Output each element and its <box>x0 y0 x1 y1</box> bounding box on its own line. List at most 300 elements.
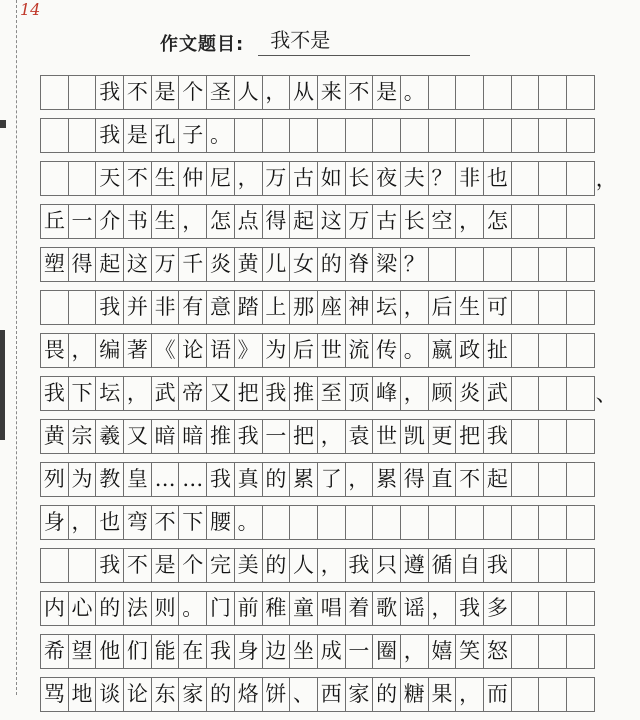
essay-title-label: 作文题目: <box>160 34 245 55</box>
grid-cell: 唱 <box>317 591 346 626</box>
grid-cell: 我 <box>483 419 512 454</box>
grid-cell: 腰 <box>206 505 235 540</box>
grid-cell <box>538 118 567 153</box>
grid-cell: 的 <box>317 247 346 282</box>
grid-cell: 万 <box>262 161 291 196</box>
grid-cell <box>317 505 346 540</box>
grid-cell: 人 <box>234 75 263 110</box>
grid-cell <box>538 290 567 325</box>
grid-cell: 我 <box>234 419 263 454</box>
grid-cell: 的 <box>262 548 291 583</box>
grid-cell <box>372 505 401 540</box>
grid-row <box>40 75 594 110</box>
grid-row <box>40 204 594 239</box>
grid-cell: 不 <box>123 548 152 583</box>
grid-cell: 家 <box>345 677 374 712</box>
grid-cell <box>511 462 540 497</box>
grid-cell <box>68 548 97 583</box>
grid-cell: 了 <box>317 462 346 497</box>
grid-cell: 论 <box>123 677 152 712</box>
grid-cell <box>234 118 263 153</box>
grid-cell: 希 <box>40 634 69 669</box>
grid-cell: 起 <box>483 462 512 497</box>
grid-cell: 不 <box>455 462 484 497</box>
grid-cell: 法 <box>123 591 152 626</box>
grid-cell: 后 <box>428 290 457 325</box>
grid-cell <box>566 204 595 239</box>
grid-cell <box>538 204 567 239</box>
grid-row <box>40 462 594 497</box>
grid-cell: 身 <box>40 505 69 540</box>
grid-cell <box>511 161 540 196</box>
grid-cell: 起 <box>95 247 124 282</box>
grid-cell: 踏 <box>234 290 263 325</box>
grid-cell: 黄 <box>40 419 69 454</box>
grid-cell <box>511 118 540 153</box>
grid-cell: 生 <box>151 161 180 196</box>
grid-cell <box>538 462 567 497</box>
grid-cell: 古 <box>372 204 401 239</box>
grid-cell: 并 <box>123 290 152 325</box>
grid-cell <box>511 290 540 325</box>
grid-cell: 长 <box>400 204 429 239</box>
grid-cell: 更 <box>428 419 457 454</box>
grid-cell: 嬴 <box>428 333 457 368</box>
grid-cell: 、 <box>289 677 318 712</box>
grid-cell <box>400 505 429 540</box>
grid-cell <box>262 118 291 153</box>
overflow-punctuation: ， <box>595 167 617 191</box>
grid-cell: 心 <box>68 591 97 626</box>
grid-cell <box>68 161 97 196</box>
grid-cell: 。 <box>400 333 429 368</box>
grid-cell: 这 <box>317 204 346 239</box>
grid-cell: 西 <box>317 677 346 712</box>
grid-cell: 望 <box>68 634 97 669</box>
essay-title: 我不是 <box>258 24 470 56</box>
grid-cell: 我 <box>206 634 235 669</box>
grid-cell: 也 <box>95 505 124 540</box>
grid-cell: 凯 <box>400 419 429 454</box>
grid-cell: 我 <box>95 290 124 325</box>
grid-cell: 扯 <box>483 333 512 368</box>
grid-cell: 生 <box>455 290 484 325</box>
grid-cell: 怎 <box>483 204 512 239</box>
grid-cell: 。 <box>234 505 263 540</box>
grid-cell <box>538 75 567 110</box>
grid-cell: ？ <box>400 247 429 282</box>
grid-cell <box>511 333 540 368</box>
grid-cell: 下 <box>68 376 97 411</box>
grid-cell: ， <box>317 548 346 583</box>
grid-cell <box>289 505 318 540</box>
grid-cell: 童 <box>289 591 318 626</box>
grid-cell <box>68 290 97 325</box>
grid-cell: 从 <box>289 75 318 110</box>
grid-cell: ， <box>178 204 207 239</box>
grid-cell: 谣 <box>400 591 429 626</box>
grid-cell: 坐 <box>289 634 318 669</box>
grid-cell <box>40 290 69 325</box>
grid-cell: 我 <box>483 548 512 583</box>
grid-cell <box>483 118 512 153</box>
grid-row <box>40 505 594 540</box>
grid-cell: 梁 <box>372 247 401 282</box>
grid-cell: 把 <box>455 419 484 454</box>
grid-cell: 介 <box>95 204 124 239</box>
grid-cell: 得 <box>262 204 291 239</box>
grid-cell: 帝 <box>178 376 207 411</box>
grid-cell: 书 <box>123 204 152 239</box>
grid-cell: 尼 <box>206 161 235 196</box>
grid-cell <box>566 462 595 497</box>
grid-cell: 我 <box>95 118 124 153</box>
grid-cell: 语 <box>206 333 235 368</box>
grid-cell: 门 <box>206 591 235 626</box>
grid-cell: 遵 <box>400 548 429 583</box>
grid-row <box>40 290 594 325</box>
grid-cell <box>428 247 457 282</box>
grid-cell: 歌 <box>372 591 401 626</box>
grid-cell: 天 <box>95 161 124 196</box>
grid-cell: 一 <box>68 204 97 239</box>
grid-cell <box>511 591 540 626</box>
grid-cell <box>566 75 595 110</box>
grid-cell: 只 <box>372 548 401 583</box>
grid-cell: 推 <box>289 376 318 411</box>
grid-cell <box>566 247 595 282</box>
grid-cell: 非 <box>151 290 180 325</box>
grid-cell <box>372 118 401 153</box>
grid-row <box>40 591 594 626</box>
grid-cell: 万 <box>151 247 180 282</box>
grid-cell: 又 <box>123 419 152 454</box>
grid-cell: 得 <box>400 462 429 497</box>
grid-cell: 袁 <box>345 419 374 454</box>
grid-cell: 直 <box>428 462 457 497</box>
grid-cell: 是 <box>123 118 152 153</box>
grid-cell: 们 <box>123 634 152 669</box>
grid-cell: 万 <box>345 204 374 239</box>
grid-cell: ？ <box>428 161 457 196</box>
grid-cell: 脊 <box>345 247 374 282</box>
essay-header <box>160 22 470 56</box>
grid-cell <box>566 419 595 454</box>
grid-cell <box>538 376 567 411</box>
grid-cell: 有 <box>178 290 207 325</box>
grid-cell: 不 <box>151 505 180 540</box>
grid-cell: 不 <box>123 161 152 196</box>
grid-cell: 羲 <box>95 419 124 454</box>
grid-cell: … <box>178 462 207 497</box>
grid-cell: 编 <box>95 333 124 368</box>
grid-cell <box>68 75 97 110</box>
grid-cell: 也 <box>483 161 512 196</box>
grid-cell: 我 <box>455 591 484 626</box>
grid-cell: 生 <box>151 204 180 239</box>
grid-cell: 畏 <box>40 333 69 368</box>
grid-cell: 完 <box>206 548 235 583</box>
grid-cell: 把 <box>234 376 263 411</box>
grid-cell: 来 <box>317 75 346 110</box>
grid-cell: 果 <box>428 677 457 712</box>
grid-cell <box>566 333 595 368</box>
grid-cell <box>455 247 484 282</box>
grid-cell: 世 <box>317 333 346 368</box>
grid-cell: 嬉 <box>428 634 457 669</box>
grid-cell <box>511 75 540 110</box>
grid-cell <box>40 548 69 583</box>
grid-cell: 世 <box>372 419 401 454</box>
grid-cell: 循 <box>428 548 457 583</box>
grid-cell: 在 <box>178 634 207 669</box>
grid-cell: 至 <box>317 376 346 411</box>
grid-cell: 点 <box>234 204 263 239</box>
grid-cell: 我 <box>95 75 124 110</box>
grid-cell: 。 <box>206 118 235 153</box>
grid-cell: ， <box>400 634 429 669</box>
grid-cell: 我 <box>40 376 69 411</box>
grid-cell: 儿 <box>262 247 291 282</box>
grid-cell: 流 <box>345 333 374 368</box>
grid-cell: ， <box>262 75 291 110</box>
grid-cell: 边 <box>262 634 291 669</box>
grid-cell: ， <box>234 161 263 196</box>
grid-cell <box>483 247 512 282</box>
grid-cell: 丘 <box>40 204 69 239</box>
grid-cell: 自 <box>455 548 484 583</box>
grid-cell: 稚 <box>262 591 291 626</box>
grid-cell: 古 <box>289 161 318 196</box>
grid-cell <box>566 505 595 540</box>
grid-cell: 座 <box>317 290 346 325</box>
grid-cell: ， <box>68 505 97 540</box>
grid-cell: 成 <box>317 634 346 669</box>
grid-cell <box>428 505 457 540</box>
grid-cell: 夫 <box>400 161 429 196</box>
grid-cell <box>566 548 595 583</box>
grid-row <box>40 634 594 669</box>
grid-cell: 暗 <box>178 419 207 454</box>
grid-cell <box>483 505 512 540</box>
grid-cell: 得 <box>68 247 97 282</box>
grid-cell: 是 <box>151 548 180 583</box>
grid-cell <box>40 118 69 153</box>
grid-cell: 怒 <box>483 634 512 669</box>
grid-cell <box>345 118 374 153</box>
grid-row <box>40 548 594 583</box>
grid-cell: 教 <box>95 462 124 497</box>
grid-cell: 个 <box>178 75 207 110</box>
grid-cell <box>511 505 540 540</box>
grid-cell: 皇 <box>123 462 152 497</box>
grid-cell <box>538 548 567 583</box>
grid-cell: 列 <box>40 462 69 497</box>
grid-cell: 不 <box>123 75 152 110</box>
grid-cell: 孔 <box>151 118 180 153</box>
grid-cell: 神 <box>345 290 374 325</box>
grid-cell <box>455 505 484 540</box>
grid-cell: 能 <box>151 634 180 669</box>
grid-cell: 长 <box>345 161 374 196</box>
grid-cell: 的 <box>372 677 401 712</box>
grid-cell: 那 <box>289 290 318 325</box>
grid-cell: 为 <box>68 462 97 497</box>
grid-cell: 而 <box>483 677 512 712</box>
grid-cell: 武 <box>483 376 512 411</box>
writing-grid <box>40 75 617 720</box>
grid-cell: 顾 <box>428 376 457 411</box>
grid-cell: 我 <box>95 548 124 583</box>
grid-cell <box>538 333 567 368</box>
grid-cell: 烙 <box>234 677 263 712</box>
grid-cell: 著 <box>123 333 152 368</box>
grid-cell <box>345 505 374 540</box>
grid-cell <box>566 376 595 411</box>
corner-handwritten-mark: 14 <box>20 0 41 19</box>
grid-cell: 前 <box>234 591 263 626</box>
grid-cell <box>455 118 484 153</box>
grid-cell <box>566 290 595 325</box>
grid-cell: ， <box>400 376 429 411</box>
grid-cell: 我 <box>262 376 291 411</box>
grid-cell <box>40 75 69 110</box>
grid-cell: ， <box>345 462 374 497</box>
grid-row <box>40 333 594 368</box>
grid-cell: 糖 <box>400 677 429 712</box>
grid-cell: 。 <box>178 591 207 626</box>
grid-cell: 是 <box>372 75 401 110</box>
grid-cell: 真 <box>234 462 263 497</box>
grid-cell: 》 <box>234 333 263 368</box>
grid-cell: 他 <box>95 634 124 669</box>
grid-cell <box>566 161 595 196</box>
grid-cell: 谈 <box>95 677 124 712</box>
grid-row <box>40 247 594 282</box>
grid-cell <box>511 204 540 239</box>
grid-cell <box>566 118 595 153</box>
grid-cell: 不 <box>345 75 374 110</box>
grid-cell: 我 <box>345 548 374 583</box>
grid-cell: 身 <box>234 634 263 669</box>
grid-cell: ， <box>68 333 97 368</box>
grid-cell: 圣 <box>206 75 235 110</box>
grid-cell: 空 <box>428 204 457 239</box>
grid-cell: 笑 <box>455 634 484 669</box>
grid-cell: 我 <box>206 462 235 497</box>
grid-cell: 推 <box>206 419 235 454</box>
grid-cell: 意 <box>206 290 235 325</box>
grid-cell <box>538 505 567 540</box>
grid-cell: 又 <box>206 376 235 411</box>
grid-cell: 顶 <box>345 376 374 411</box>
grid-cell: 后 <box>289 333 318 368</box>
grid-cell <box>566 591 595 626</box>
grid-cell: ， <box>428 591 457 626</box>
grid-cell: 暗 <box>151 419 180 454</box>
grid-cell: 人 <box>289 548 318 583</box>
grid-cell: 上 <box>262 290 291 325</box>
grid-cell <box>511 548 540 583</box>
grid-cell <box>538 247 567 282</box>
grid-cell: 如 <box>317 161 346 196</box>
grid-cell: 一 <box>262 419 291 454</box>
grid-row <box>40 419 594 454</box>
grid-row <box>40 376 617 411</box>
grid-cell <box>483 75 512 110</box>
grid-cell <box>455 75 484 110</box>
grid-cell: 家 <box>178 677 207 712</box>
grid-cell: 坛 <box>372 290 401 325</box>
margin-dashed-line <box>16 0 17 695</box>
grid-row <box>40 118 594 153</box>
grid-cell: 的 <box>262 462 291 497</box>
grid-cell <box>428 75 457 110</box>
grid-cell <box>400 118 429 153</box>
grid-cell: 东 <box>151 677 180 712</box>
grid-row <box>40 161 617 196</box>
grid-cell: 圈 <box>372 634 401 669</box>
grid-cell: 的 <box>95 591 124 626</box>
grid-cell: 个 <box>178 548 207 583</box>
grid-cell: 论 <box>178 333 207 368</box>
grid-cell <box>289 118 318 153</box>
grid-cell: 一 <box>345 634 374 669</box>
grid-cell: 子 <box>178 118 207 153</box>
grid-cell: 这 <box>123 247 152 282</box>
grid-cell: 弯 <box>123 505 152 540</box>
grid-cell <box>566 634 595 669</box>
grid-cell: 着 <box>345 591 374 626</box>
grid-cell <box>40 161 69 196</box>
grid-cell <box>511 376 540 411</box>
grid-cell <box>538 161 567 196</box>
grid-cell <box>68 118 97 153</box>
grid-cell: 炎 <box>455 376 484 411</box>
grid-cell: 可 <box>483 290 512 325</box>
grid-cell: 骂 <box>40 677 69 712</box>
side-binding-mark <box>0 330 5 440</box>
grid-cell: ， <box>317 419 346 454</box>
grid-cell: 峰 <box>372 376 401 411</box>
grid-cell: 《 <box>151 333 180 368</box>
grid-cell: 夜 <box>372 161 401 196</box>
grid-cell <box>538 634 567 669</box>
grid-cell: 把 <box>289 419 318 454</box>
grid-cell: ， <box>123 376 152 411</box>
grid-cell: 。 <box>400 75 429 110</box>
grid-cell <box>317 118 346 153</box>
grid-cell <box>538 419 567 454</box>
grid-cell: 起 <box>289 204 318 239</box>
grid-cell: 下 <box>178 505 207 540</box>
grid-cell: 炎 <box>206 247 235 282</box>
grid-cell: 千 <box>178 247 207 282</box>
grid-cell: … <box>151 462 180 497</box>
grid-cell <box>428 118 457 153</box>
grid-cell: 地 <box>68 677 97 712</box>
grid-cell: 黄 <box>234 247 263 282</box>
grid-cell: 武 <box>151 376 180 411</box>
grid-cell: 传 <box>372 333 401 368</box>
grid-cell: 是 <box>151 75 180 110</box>
grid-cell: ， <box>455 204 484 239</box>
grid-cell: 政 <box>455 333 484 368</box>
grid-cell: 塑 <box>40 247 69 282</box>
overflow-punctuation: 、 <box>595 382 617 406</box>
grid-cell: 多 <box>483 591 512 626</box>
grid-cell <box>511 247 540 282</box>
